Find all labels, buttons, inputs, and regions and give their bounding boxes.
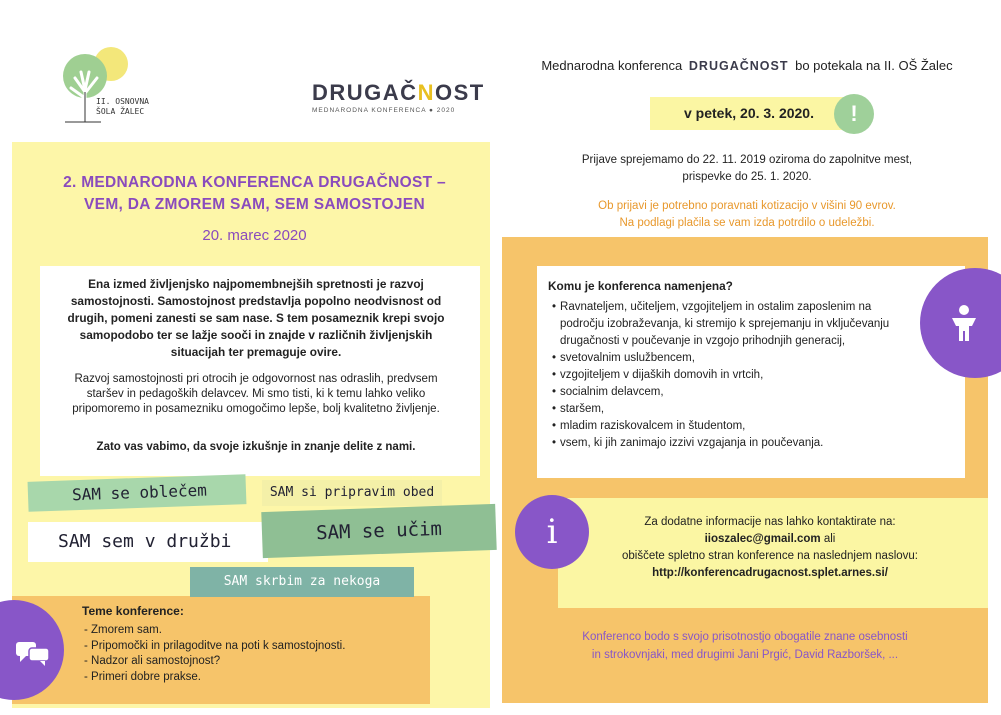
list-item: • vzgojiteljem v dijaških domovih in vrtcih, [548, 367, 918, 384]
info-email-suffix: ali [823, 533, 836, 545]
audience-list [548, 299, 918, 452]
info-text [560, 514, 980, 582]
list-item: • socialnim delavcem, [548, 384, 918, 401]
list-item: • svetovalnim uslužbencem, [548, 350, 918, 367]
list-item: • mladim raziskovalcem in študentom, [548, 418, 918, 435]
brush-label-1: SAM se oblečem [28, 474, 247, 512]
info-line1: Za dodatne informacije nas lahko kontaktirate na: [644, 516, 896, 528]
fee-line2: Na podlagi plačila se vam izda potrdilo o udeležbi. [619, 217, 875, 229]
school-name-line1: II. OSNOVNA [96, 97, 149, 106]
audience-heading: Komu je konferenca namenjena? [548, 279, 733, 293]
heading-suffix: bo potekala na II. OŠ Žalec [795, 58, 953, 73]
info-icon: i [515, 495, 589, 569]
fee-text [502, 198, 992, 232]
event-date-box: v petek, 20. 3. 2020. [650, 97, 845, 130]
themes-list [84, 623, 345, 685]
fee-line1: Ob prijavi je potrebno poravnati kotizacijo v višini 90 evrov. [598, 200, 896, 212]
person-icon [950, 304, 978, 342]
list-item: • Ravnateljem, učiteljem, vzgojiteljem in ostalim zaposlenim na področju izobraževanja, ki stremijo k sprejemanju in vključevanju drugačnosti v poučevanje in vzgojo prihodnjih generacij, [548, 299, 918, 350]
title-line1: 2. MEDNARODNA KONFERENCA DRUGAČNOST – [63, 174, 446, 191]
heading-brand: DRUGAČNOST [688, 59, 789, 73]
title-line2: VEM, DA ZMOREM SAM, SEM SAMOSTOJEN [84, 196, 425, 213]
brand-wordmark [312, 80, 485, 106]
guests-line2: in strokovnjaki, med drugimi Jani Prgić, David Razboršek, ... [591, 649, 899, 661]
intro-bold-paragraph: Ena izmed življenjsko najpomembnejših spretnosti je razvoj samostojnosti. Samostojnost predstavlja popolno neodvisnost od drugih, pomeni zanesti se sam nase. S tem posameznik krepi svojo samopodobo ter se lažje sooči in znajde v različnih življenjskih situacijah ter premaguje ovire. [67, 277, 445, 359]
brand-word-part1: DRUGAČ [312, 80, 418, 105]
school-name-line2: ŠOLA ŽALEC [96, 107, 145, 116]
conference-date: 20. marec 2020 [202, 227, 307, 244]
list-item: • staršem, [548, 401, 918, 418]
info-email-line [560, 531, 980, 548]
registration-line2: prispevke do 25. 1. 2020. [682, 171, 812, 183]
brush-label-2: SAM si pripravim obed [262, 480, 442, 506]
brand-word-accent: N [417, 80, 435, 105]
conference-url-link[interactable]: http://konferencadrugacnost.splet.arnes.si/ [652, 567, 888, 579]
brush-label-5: SAM skrbim za nekoga [190, 567, 414, 597]
intro-closing: Zato vas vabimo, da svoje izkušnje in znanje delite z nami. [96, 441, 416, 453]
conference-title [42, 172, 467, 216]
contact-email-link[interactable]: iioszalec@gmail.com [704, 533, 821, 545]
themes-heading: Teme konference: [82, 604, 184, 618]
guests-text [510, 628, 980, 664]
guests-line1: Konferenco bodo s svojo prisotnostjo obogatile znane osebnosti [582, 631, 908, 643]
exclamation-icon: ! [834, 94, 874, 134]
theme-item: - Zmorem sam. [84, 624, 162, 636]
intro-paragraph: Razvoj samostojnosti pri otrocih je odgovornost nas odraslih, predvsem staršev in pedagoških delavcev. Mi smo tisti, ki k temu lahko veliko pripomoremo in posamezniku omogočimo lepše, bolj kvalitetno življenje. [72, 373, 440, 415]
brush-label-4: SAM se učim [261, 504, 496, 558]
theme-item: - Nadzor ali samostojnost? [84, 655, 221, 667]
brand-word-part2: OST [434, 80, 485, 105]
registration-line1: Prijave sprejemamo do 22. 11. 2019 oziroma do zapolnitve mest, [581, 154, 913, 166]
school-name [96, 97, 149, 117]
brush-label-3: SAM sem v družbi [28, 522, 268, 562]
right-heading [502, 58, 992, 73]
info-line3: obiščete spletno stran konference na naslednjem naslovu: [622, 550, 918, 562]
theme-item: - Primeri dobre prakse. [84, 670, 201, 683]
school-logo-icon [55, 42, 150, 132]
theme-item: - Pripomočki in prilagoditve na poti k samostojnosti. [84, 639, 346, 652]
brand-logo [312, 80, 485, 114]
brand-subtitle: MEDNARODNA KONFERENCA ● 2020 [312, 107, 456, 114]
chat-bubbles-icon [16, 640, 50, 666]
heading-prefix: Mednarodna konferenca [541, 58, 683, 73]
registration-text [502, 152, 992, 186]
list-item: • vsem, ki jih zanimajo izzivi vzgajanja in poučevanja. [548, 435, 918, 452]
